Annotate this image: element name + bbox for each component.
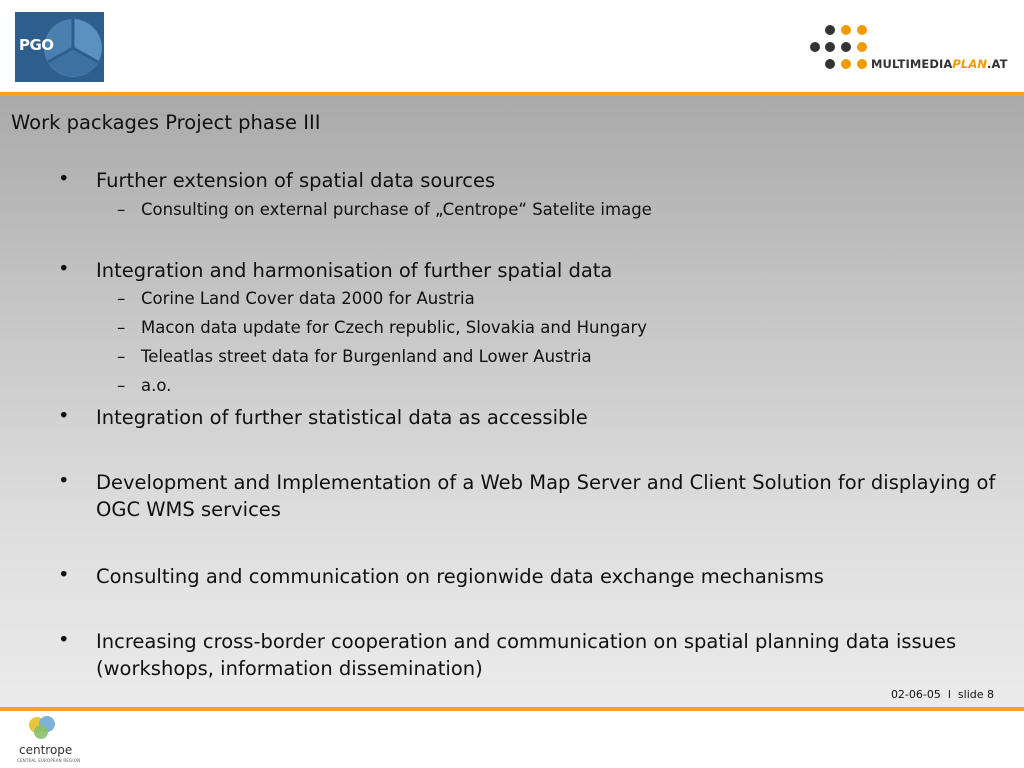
- dash-icon: –: [117, 318, 126, 337]
- sub-bullet-text: a.o.: [141, 376, 172, 395]
- bullet-item: [58, 257, 613, 282]
- slide-title: Work packages Project phase III: [11, 111, 321, 134]
- mmp-part2: PLAN: [952, 57, 988, 71]
- multimediaplan-dots-icon: [810, 25, 870, 73]
- centrope-logo-text: centrope: [19, 743, 73, 757]
- bullet-text: Consulting and communication on regionwide data exchange mechanisms: [96, 565, 824, 588]
- pgo-logo: [15, 12, 104, 82]
- sub-bullet-text: Corine Land Cover data 2000 for Austria: [141, 289, 475, 308]
- bullet-text: Increasing cross-border cooperation and communication on spatial planning data issues (workshops, information dissemination): [96, 630, 957, 680]
- dash-icon: –: [117, 200, 126, 219]
- bullet-item: [58, 404, 588, 429]
- bullet-icon: •: [58, 628, 70, 651]
- sub-bullet-item: [117, 289, 475, 308]
- slide-content: [0, 96, 1024, 708]
- bottom-divider: [0, 707, 1024, 711]
- bullet-item: [58, 563, 824, 588]
- sub-bullet-item: [117, 347, 592, 366]
- slide-header: [0, 0, 1024, 92]
- bullet-text: Integration of further statistical data as accessible: [96, 406, 588, 429]
- sub-bullet-text: Macon data update for Czech republic, Slovakia and Hungary: [141, 318, 648, 337]
- multimediaplan-logo-text: [871, 57, 1008, 71]
- dash-icon: –: [117, 289, 126, 308]
- bullet-icon: •: [58, 469, 70, 492]
- dash-icon: –: [117, 347, 126, 366]
- sub-bullet-item: [117, 200, 652, 219]
- centrope-logo-subtext: CENTRAL EUROPEAN REGION: [17, 758, 81, 763]
- bullet-text: Development and Implementation of a Web Map Server and Client Solution for displaying of OGC WMS services: [96, 471, 996, 521]
- sub-bullet-text: Consulting on external purchase of „Centrope“ Satelite image: [141, 200, 652, 219]
- sub-bullet-item: [117, 318, 648, 337]
- mmp-part1: MULTIMEDIA: [871, 57, 953, 71]
- bullet-text: Further extension of spatial data sources: [96, 169, 496, 192]
- bullet-icon: •: [58, 563, 70, 586]
- mmp-part3: .AT: [987, 57, 1008, 71]
- bullet-item: [58, 167, 496, 192]
- slide-footer: 02-06-05 l slide 8: [890, 688, 994, 701]
- bullet-icon: •: [58, 257, 70, 280]
- bullet-icon: •: [58, 167, 70, 190]
- pgo-logo-text: PGO: [19, 36, 54, 54]
- sub-bullet-text: Teleatlas street data for Burgenland and Lower Austria: [141, 347, 592, 366]
- sub-bullet-item: [117, 376, 172, 395]
- dash-icon: –: [117, 376, 126, 395]
- bullet-item: [58, 469, 996, 521]
- bullet-text: Integration and harmonisation of further spatial data: [96, 259, 613, 282]
- bullet-icon: •: [58, 404, 70, 427]
- bullet-item: [58, 628, 957, 680]
